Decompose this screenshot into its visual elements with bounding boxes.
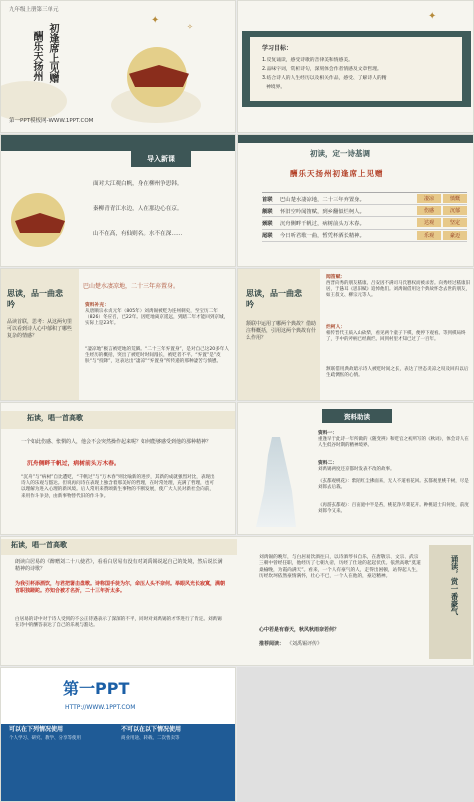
- goal-2: 2.品味字词，赏析诗句，深刻体会作者情感及文章哲理。: [262, 67, 382, 72]
- cloud-decoration: [0, 81, 67, 121]
- crane-icon: ✦: [428, 11, 437, 22]
- slide-6-reading: [237, 402, 474, 535]
- table-row: 颈联 沉舟侧畔千帆过，病树前头万木春。 达观 坚定: [262, 217, 467, 229]
- table-row: 首联 巴山楚水凄凉地，二十三年弃置身。 凄凉 愤慨: [262, 193, 467, 205]
- note-1-text: 西晋向秀的朋友嵇康、吕安因不满司马氏篡权而被杀害。向秀经过嵇康旧居，于悬耳《思旧赋》追悼他们。刘禹锡借用这个典故怀念去世的朋友，如王叔文、柳宗元等人。: [326, 281, 470, 299]
- goal-3: 3.结合诗人的人生经历以及相关作品，感受、了解诗人的精: [262, 76, 387, 81]
- material-1-label: 资料一：: [318, 431, 338, 436]
- spring-question: 心中若是有春天，秋风秋雨奈若何？: [259, 627, 340, 633]
- conclusion-text: 颔联借用典故暗示诗人被贬时间之长，表达了世态炎凉之叹及回归以后生疏惆怅的心情。: [326, 367, 469, 379]
- slide-2-intro: [0, 134, 236, 267]
- poem-peach: 《玄都观桃花》：紫陌红尘拂面来，无人不道看花回。玄都观里桃千树，尽是刘郎去后栽。: [318, 479, 469, 491]
- note-2-text: 相传晋代王质入山砍柴，看见两个童子下棋，便停下观看。等到棋局终了，手中的斧柄已经腐烂。回到村里才知已过了一百年。: [326, 331, 466, 343]
- section-heading: 初读，定一诗基调: [310, 149, 370, 158]
- table-row: 尾联 今日听君歌一曲，暂凭杯酒长精神。 乐观 豪迈: [262, 230, 467, 242]
- late-years-text: 刘禹锡的晚年，与白居易饮酒往日，以诗酒琴书自乐，在唐敬宗、文宗、武宗三朝中曾经任职，他经历了七朝九帝，历经了仕途的起起伏伏。依然高歌“莫道桑榆晚，为霞尚满天”。看来，一个人有豪气的人，走得出困顿，站得起人生，历经坎坷依然豪情满怀，壮心不已，一个人在他的，豪迈精神。: [259, 555, 421, 580]
- slide-4-think: [0, 268, 236, 401]
- analysis-text: “凄凉地”极言被贬地的荒僻。“二十三年弃置身”，是对自己这20多年人生经历的概括，突出了被贬时时间漫长，被贬者不平。“弃置”是”皮肤“与“投降”，这表达出“凄凉”“弃置身”所传递的那种凄苦与愤懑。: [85, 347, 229, 365]
- top-bar: [1, 135, 236, 151]
- note-2-label: 烂柯人：: [326, 325, 346, 330]
- poem-revisit: 《再游玄都观》：百亩庭中半是苔，桃花净尽菜花开。种桃道士归何处，前度刘郎今又来。: [318, 503, 469, 515]
- question-text: 一个如此伤感、怅惘的人，他会不会突然操作起来呢？如何能够感受到他的那种精神？: [21, 439, 212, 445]
- recommend-book: 《刘禹锡评传》: [287, 641, 323, 647]
- bird-icon: ✧: [187, 23, 193, 31]
- slide-blank: [237, 667, 474, 802]
- analysis-text: “沉舟”与“病树”自比遭贬，“千帆过”与“万木春”则比喻新的进步，其新的成就强烈对比，表现出诗人的乐观与豁达。但说再问诗在表现上独含着那美好的哲理，在时常处理，充满了哲理，也可以理解为进入心理的新风境。后人常用来赞颂新生事物的不断发展，使广大人民对新社会向前，来用作斗争劲，由新事物替代旧的作斗争。: [21, 475, 215, 499]
- poet-illustration: [256, 437, 296, 527]
- side-title: 思读，品一曲悲吟: [7, 289, 63, 309]
- side-question: 颔联中运用了哪两个典故？借助注释概括，引用这两个典故有什么作用？: [246, 321, 317, 341]
- side-question: 品读首联，思考：从这两句里可以看到诗人心中郁积了哪些复杂的情感？: [7, 319, 73, 339]
- poem-title-a: 酬乐天扬州: [31, 31, 42, 81]
- analysis-text: 白居易的诗中对于诗人受到的不公正待遇表示了深深的不平，同时对刘禹锡的才华进行了肯定。刘禹锡在诗中的酬答表达了自己的乐观与豁达。: [15, 617, 222, 629]
- goal-3b: 神境界。: [266, 85, 286, 90]
- grade-label: 九年级上册第三单元: [9, 7, 59, 13]
- side-title: 诵读，赏一番豪气: [450, 555, 459, 615]
- material-2-text: 刘禹锡两度还京都时发表不改的故事。: [318, 467, 395, 472]
- watermark-text: 第一PPT模板网-WWW.1PPT.COM: [9, 118, 94, 124]
- top-bar: [238, 135, 474, 143]
- can-use-title: 可以在下列情况使用: [9, 726, 64, 733]
- brand-url: HTTP://WWW.1PPT.COM: [65, 704, 136, 711]
- section-heading: 拓读，唱一首高歌: [11, 541, 67, 549]
- bai-poem: 为我引杯添酒饮，与君把箸击盘歌。诗称国手徒为尔，命压人头不奈何。举眼风光长寂寞，满朝官职独蹉跎。亦知合被才名折，二十三年折太多。: [15, 581, 226, 594]
- cannot-use-title: 不可以在以下情况使用: [121, 726, 182, 733]
- highlight-line: 沉舟侧畔千帆过，病树前头万木春。: [27, 461, 120, 467]
- crane-icon: ✦: [151, 15, 160, 26]
- section-heading: 导入新课: [131, 151, 191, 167]
- question-text: 朗读白居易的《醉赠刘二十八使君》，看看白居易有没有对刘禹锡说起自己的处境，然后说长满精神的诗歌？: [15, 559, 223, 572]
- note-text: 从唐顺宗永贞元年（805年）刘禹锡被贬为连州刺史，至宝历二年（826）冬应召，已22年。因贬地离京遥远，到踏二年才能回到京城，实际上是23年。: [85, 309, 229, 327]
- poem-title-b: 初逢席上见赠: [47, 23, 58, 83]
- cannot-use-sub: 商业用途、转载、二次售卖等: [121, 736, 180, 741]
- intro-line-1: 面对大江观白帆，身在柳州争思韩。: [93, 181, 183, 187]
- brand-logo: 第一PPT: [63, 679, 130, 698]
- slide-8-expand: [0, 536, 474, 666]
- slide-10-brand: [0, 667, 236, 802]
- poem-table: [262, 192, 467, 242]
- note-label: 资料补充：: [85, 303, 109, 308]
- slide-1-title: [0, 0, 236, 133]
- goal-title: 学习目标：: [262, 45, 293, 52]
- poem-line: 巴山楚水凄凉地，二十三年弃置身。: [83, 283, 180, 290]
- slide-1-goals: [237, 0, 474, 133]
- note-1-label: 闻笛赋：: [326, 275, 346, 280]
- section-heading: 拓读，唱一首高歌: [27, 414, 83, 422]
- material-2-label: 资料二：: [318, 461, 338, 466]
- slide-5-think: [237, 268, 474, 401]
- section-heading: 资料助读: [322, 409, 392, 423]
- intro-line-3: 山不在高，有仙则名。水不在深……: [93, 231, 183, 237]
- slide-3-firstread: [237, 134, 474, 267]
- slide-7-expand: [0, 402, 236, 535]
- material-1-text: 重逢早于此诗一年所做的《随变辨》和贬官之初所写的《秋词》，体会诗人在人生低谷时期的精神境界。: [318, 437, 469, 449]
- side-title: 思读，品一曲悲吟: [246, 289, 302, 309]
- goal-1: 1.反复诵读，感受诗歌的音律美和情感美。: [262, 58, 353, 63]
- can-use-sub: 个人学习、研究、教学、分享等使用: [9, 736, 81, 741]
- recommend-label: 推荐阅读：: [259, 641, 285, 647]
- poem-title: 酬乐天扬州初逢席上见赠: [290, 169, 384, 178]
- intro-line-2: 秦柳青青江水边，人在那边心在京。: [93, 206, 183, 212]
- table-row: 颔联 怀旧空吟闻笛赋，到乡翻似烂柯人。 伤感 沉郁: [262, 205, 467, 217]
